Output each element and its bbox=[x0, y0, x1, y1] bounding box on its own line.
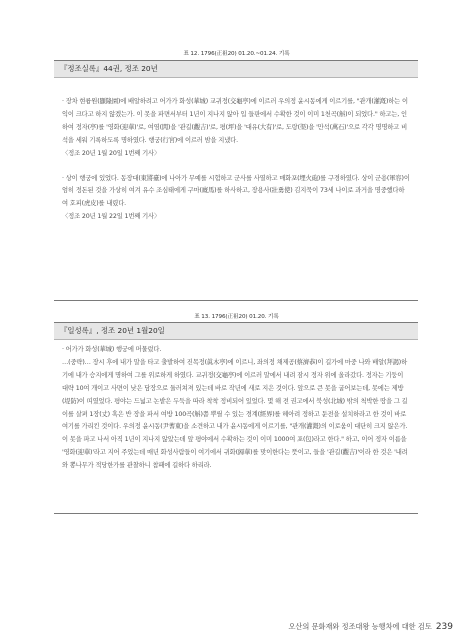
page-footer bbox=[288, 622, 453, 632]
table12-caption: 표 12. 1796(正祖20) 01.20.~01.24. 기록 bbox=[183, 51, 290, 57]
table12-paragraph-1: · 장차 현륭원(顯隆園)에 배알하려고 어가가 화성(華城) 교귀정(交龜亭)에 이르러 우의정 윤시동에게 이르기를, "관개(灌漑)하는 이익이 크다고 하지 않겠는가. 이 못을 파면서부터 1년이 지나지 않아 입 들판에서 수확한 것이 이미 1천곡(斛)이 되었다." 하고는, 인하여 정자(亭)를 '영화(迎華)'로, 여염(閭)을 '관길(觀吉)'로, 평(坪)을 '대유(大有)'로, 도랑(渠)을 '만석(萬石)'으로 각각 명명하고 비석을 세워 기록하도록 명하였다. 행궁(行宮)에 이르러 밤을 지냈다. bbox=[62, 98, 408, 144]
page-number: 239 bbox=[435, 622, 453, 632]
table13-caption: 표 13. 1796(正祖20) 01.20. 기록 bbox=[194, 314, 279, 320]
table13-body bbox=[54, 340, 418, 473]
table12-body bbox=[54, 78, 418, 224]
table12-paragraph-2: · 상이 행궁에 있었다. 동장대(東將臺)에 나아가 무예를 시험하고 군사를 사열하고 매화포(埋火砲)를 구경하였다. 상이 군용(軍容)이 엄히 정돈된 것을 가상히 여겨 유수 조심태에게 구마(廐馬)를 하사하고, 장용사(壯勇使) 김지묵이 73세 나이로 과거을 명중했다하여 호피(虎皮)를 내렸다. bbox=[62, 174, 410, 208]
table13-heading: 『일성록』, 정조 20년 1월20일 bbox=[54, 323, 418, 340]
table12-reference-1: 〈정조 20년 1월 20일 1번째 기사〉 bbox=[62, 149, 161, 157]
table12-heading: 『정조실록』44권, 정조 20년 bbox=[54, 61, 418, 78]
running-title: 오산의 문화재와 정조대왕 능행차에 대한 검토 bbox=[288, 622, 432, 631]
table13-box bbox=[54, 322, 418, 514]
table12-box bbox=[54, 60, 418, 301]
table12-reference-2: 〈정조 20년 1월 22일 1번째 기사〉 bbox=[62, 213, 161, 221]
table13-paragraph-1: · 어가가 화성(華城) 행궁에 머물렀다. bbox=[62, 346, 162, 353]
table13-paragraph-2: …(중략)… 장시 후에 내가 말을 타고 출발하여 진목정(眞木亭)에 이르니, 좌의정 채제공(蔡濟恭)이 길가에 마중 나와 배알(拜謁)하기에 내가 승지에게 명하여 그를 위로하게 하였다. 교귀정(交龜亭)에 이르러 말에서 내려 잠시 정자 위에 올라갔다. 정자는 기둥이 대략 10여 개이고 사면이 낮은 담장으로 둘러쳐져 있는데 바로 작년에 새로 지은 것이다. 앞으로 큰 못을 굽어보는데, 못에는 제방(堤防)이 띠였었다. 평야는 드넓고 논밭은 두둑을 따라 착착 정비되어 있었다. 몇 해 전 권고에서 북성(北城) 밖의 척박한 땅을 그 길이를 살펴 1장(丈) 혹은 반 장을 파서 여방 100곡(斛)쯤 뿌릴 수 있는 경계(經界)를 헤아려 정하고 둔전을 설치하라고 한 것이 바로 여기를 가리킨 것이다. 우의정 윤시동(尹蓍東)을 소견하고 내가 윤시동에게 이르기를, "관개(灌漑)의 이로움이 대단히 크지 않은가. 이 못을 파고 나서 아직 1년이 지나지 않았는데 앞 평야에서 수확하는 것이 이미 1000여 포(包)라고 한다." 하고, 이어 정자 이름을 '영화(迎華)'라고 지어 주었는데 매년 화성사람들이 여기에서 귀화(歸華)를 맞이한다는 뜻이고, 들을 '관길(觀吉)'이라 한 것은 '내려와 뽕나무가 적당한가를 관찰하니 참패에 길하다 하리라. bbox=[62, 358, 408, 470]
